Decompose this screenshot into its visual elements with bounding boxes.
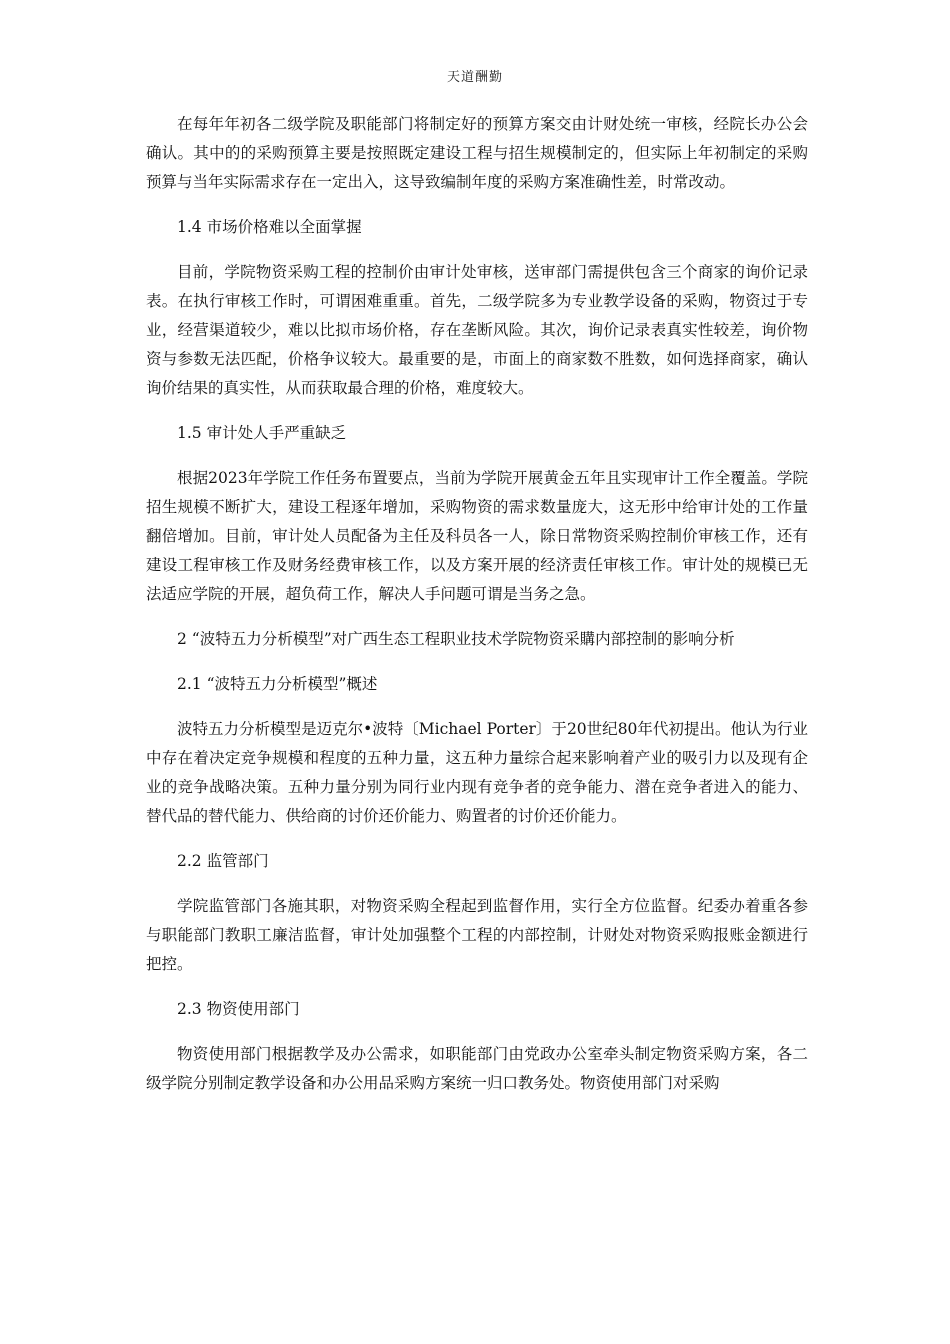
document-body xyxy=(146,110,808,1114)
section-heading-2-1: 2.1 “波特五力分析模型”概述 xyxy=(177,675,378,693)
section-heading-2: 2 “波特五力分析模型”对广西生态工程职业技术学院物资采購内部控制的影响分析 xyxy=(177,630,735,648)
section-heading-2-3: 2.3 物资使用部门 xyxy=(177,1000,300,1018)
paragraph-market-price: 目前，学院物资采购工程的控制价由审计处审核，送审部门需提供包含三个商家的询价记录表。在执行审核工作时，可谓困难重重。首先，二级学院多为专业教学设备的采购，物资过于专业，经营渠道较少，难以比拟市场价格，存在垄断风险。其次，询价记录表真实性较差，询价物资与参数无法匹配，价格争议较大。最重要的是，市面上的商家数不胜数，如何选择商家，确认询价结果的真实性，从而获取最合理的价格，难度较大。 xyxy=(146,263,808,397)
section-heading-2-2: 2.2 监管部门 xyxy=(177,852,269,870)
paragraph-supervision: 学院监管部门各施其职，对物资采购全程起到监督作用，实行全方位监督。纪委办着重各参与职能部门教职工廉洁监督，审计处加强整个工程的内部控制，计财处对物资采购报账金额进行把控。 xyxy=(146,897,808,973)
section-heading-1-5: 1.5 审计处人手严重缺乏 xyxy=(177,424,347,442)
paragraph-porter-model: 波特五力分析模型是迈克尔•波特〔Michael Porter〕于20世纪80年代初提出。他认为行业中存在着决定竞争规模和程度的五种力量，这五种力量综合起来影响着产业的吸引力以及现有企业的竞争战略决策。五种力量分别为同行业内现有竞争者的竞争能力、潜在竞争者进入的能力、替代品的替代能力、供给商的讨价还价能力、购置者的讨价还价能力。 xyxy=(146,720,808,825)
page-header: 天道酬勤 xyxy=(446,70,503,85)
paragraph-material-users: 物资使用部门根据教学及办公需求，如职能部门由党政办公室牵头制定物资采购方案，各二级学院分别制定教学设备和办公用品采购方案统一归口教务处。物资使用部门对采购 xyxy=(146,1045,808,1092)
section-heading-1-4: 1.4 市场价格难以全面掌握 xyxy=(177,218,362,236)
paragraph-budget-approval: 在每年年初各二级学院及职能部门将制定好的预算方案交由计财处统一审核，经院长办公会确认。其中的的采购预算主要是按照既定建设工程与招生规模制定的，但实际上年初制定的采购预算与当年实际需求存在一定出入，这导致编制年度的采购方案准确性差，时常改动。 xyxy=(146,115,808,191)
paragraph-audit-staff: 根据2023年学院工作任务布置要点，当前为学院开展黄金五年且实现审计工作全覆盖。学院招生规模不断扩大，建设工程逐年增加，采购物资的需求数量庞大，这无形中给审计处的工作量翻倍增加。目前，审计处人员配备为主任及科员各一人，除日常物资采购控制价审核工作，还有建设工程审核工作及财务经费审核工作，以及方案开展的经济责任审核工作。审计处的规模已无法适应学院的开展，超负荷工作，解决人手问题可谓是当务之急。 xyxy=(146,469,808,603)
